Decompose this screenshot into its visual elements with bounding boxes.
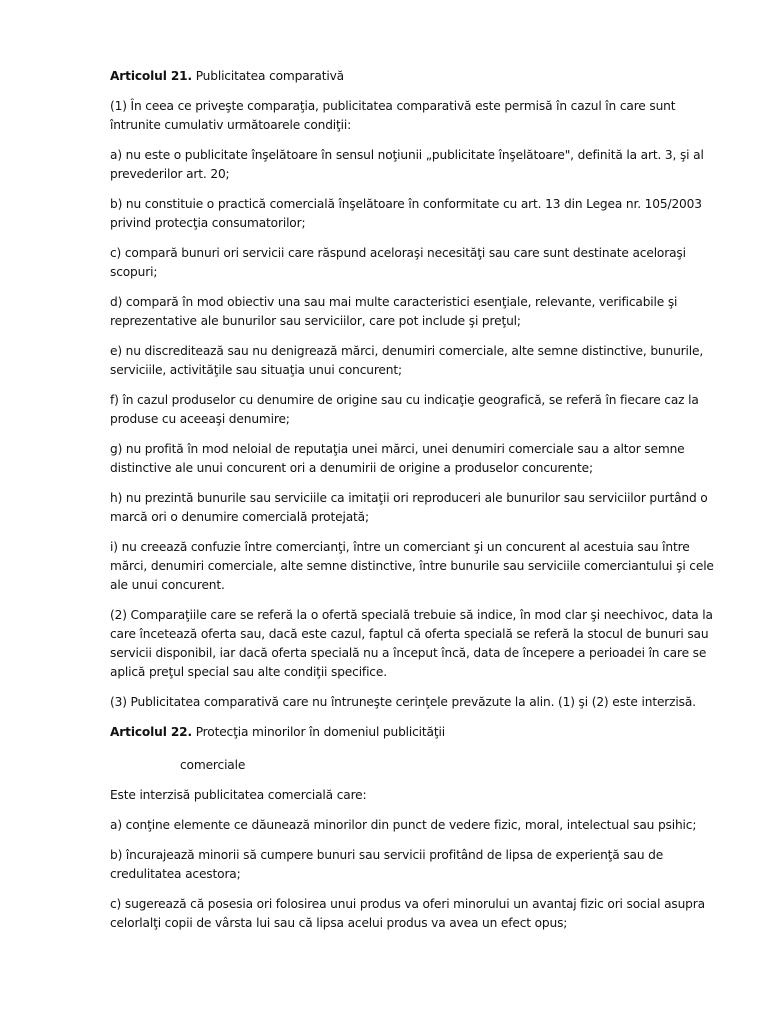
article-22-item-b: b) încurajează minorii să cumpere bunuri sau servicii profitând de lipsa de experienţă sau de credulitatea acestora; [110,848,664,881]
article-21-number: Articolul 21. [110,69,192,83]
article-22-item-c: c) sugerează că posesia ori folosirea unui produs va oferi minorului un avantaj fizic ori social asupra celorlalţi copii de vârsta lui sau că lipsa acelui produs va avea un efect opus; [110,897,705,930]
article-21-item-i: i) nu creează confuzie între comercianţi, între un comerciant şi un concurent al acestuia sau între mărci, denumiri comerciale, alte semne distinctive, între bunurile sau serviciile comerciantului şi cele ale unui concurent. [110,540,714,592]
article-21-item-a: a) nu este o publicitate înşelătoare în sensul noţiunii „publicitate înşelătoare", definită la art. 3, şi al prevederilor art. 20; [110,148,704,181]
article-22-heading [110,723,720,742]
article-21-paragraph-1: (1) În ceea ce priveşte comparaţia, publicitatea comparativă este permisă în cazul în care sunt întrunite cumulativ următoarele condiţii: [110,99,676,132]
article-21-item-d: d) compară în mod obiectiv una sau mai multe caracteristici esenţiale, relevante, verificabile şi reprezentative ale bunurilor sau serviciilor, care pot include şi preţul; [110,295,678,328]
article-21-paragraph-2: (2) Comparaţiile care se referă la o ofertă specială trebuie să indice, în mod clar şi neechivoc, data la care încetează oferta sau, dacă este cazul, faptul că oferta specială se referă la stocul de bunuri sau servicii disponibil, iar dacă oferta specială nu a început încă, data de începere a perioadei în care se aplică preţul special sau alte condiţii specifice. [110,608,713,679]
article-21-heading [110,67,720,86]
article-21-item-e: e) nu discreditează sau nu denigrează mărci, denumiri comerciale, alte semne distinctive, bunurile, serviciile, activităţile sau situaţia unui concurent; [110,344,704,377]
article-21-item-c: c) compară bunuri ori servicii care răspund aceloraşi necesităţi sau care sunt destinate aceloraşi scopuri; [110,246,686,279]
document-page [110,67,720,944]
article-22-heading-continuation: comerciale [180,758,246,772]
article-21-item-b: b) nu constituie o practică comercială înşelătoare în conformitate cu art. 13 din Legea nr. 105/2003 privind protecţia consumatorilor; [110,197,702,230]
article-21-item-h: h) nu prezintă bunurile sau serviciile ca imitaţii ori reproduceri ale bunurilor sau serviciilor purtând o marcă ori o denumire comercială protejată; [110,491,708,524]
article-22-intro: Este interzisă publicitatea comercială care: [110,788,367,802]
article-21-paragraph-3: (3) Publicitatea comparativă care nu întruneşte cerinţele prevăzute la alin. (1) şi (2) este interzisă. [110,695,696,709]
article-21-item-f: f) în cazul produselor cu denumire de origine sau cu indicaţie geografică, se referă în fiecare caz la produse cu aceeaşi denumire; [110,393,699,426]
article-22-number: Articolul 22. [110,725,192,739]
article-21-item-g: g) nu profită în mod neloial de reputaţia unei mărci, unei denumiri comerciale sau a altor semne distinctive ale unui concurent ori a denumirii de origine a produselor concurente; [110,442,685,475]
article-21-title: Publicitatea comparativă [191,69,344,83]
article-22-item-a: a) conţine elemente ce dăunează minorilor din punct de vedere fizic, moral, intelectual sau psihic; [110,818,697,832]
article-22-title: Protecţia minorilor în domeniul publicităţii [191,725,445,739]
